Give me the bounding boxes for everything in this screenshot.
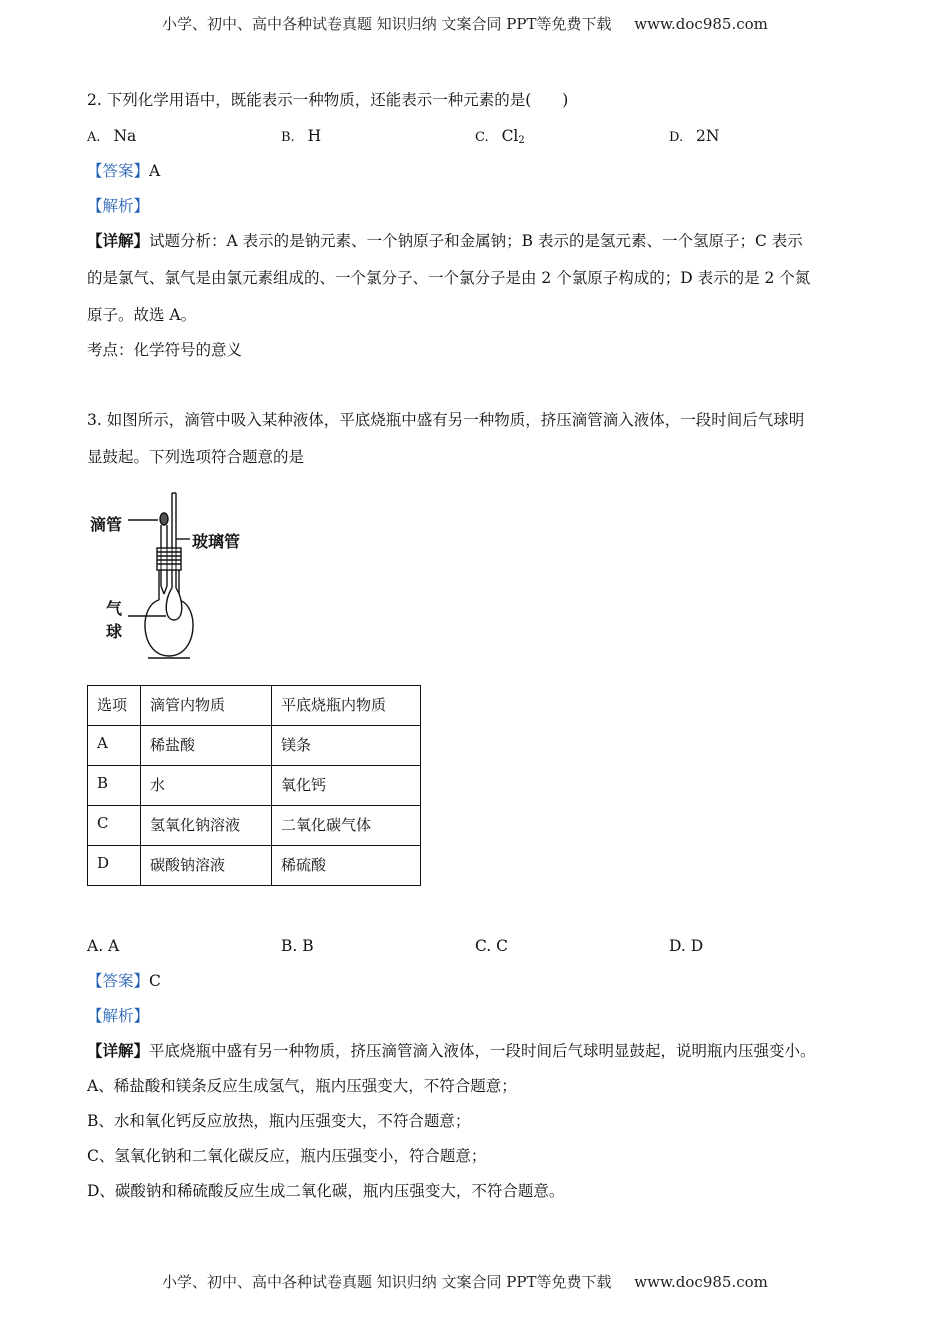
footer-url[interactable]: www.doc985.com — [634, 1273, 768, 1291]
q3-detail-line-1: A、稀盐酸和镁条反应生成氢气，瓶内压强变大，不符合题意； — [87, 1077, 517, 1095]
balloon-label-1: 气 — [106, 599, 123, 618]
table-header-cell: 平底烧瓶内物质 — [272, 686, 421, 726]
table-cell: C — [88, 806, 141, 846]
dropper-label: 滴管 — [90, 515, 123, 534]
q3-answer: 【答案】C — [87, 972, 161, 990]
table-header-cell: 滴管内物质 — [141, 686, 272, 726]
q2-option-b: B. H — [281, 127, 322, 145]
page-footer — [162, 1271, 768, 1292]
header-url[interactable]: www.doc985.com — [634, 15, 768, 33]
q3-option-b: B. B — [281, 937, 314, 955]
table-row — [88, 766, 421, 806]
q2-point: 考点：化学符号的意义 — [87, 341, 243, 359]
table-cell: A — [88, 726, 141, 766]
table-row — [88, 846, 421, 886]
header-text: 小学、初中、高中各种试卷真题 知识归纳 文案合同 PPT等免费下载 — [162, 15, 612, 33]
q3-option-a: A. A — [87, 937, 120, 955]
q2-option-c: C. $Cl_2$ — [475, 127, 525, 146]
q3-analysis-label: 【解析】 — [87, 1007, 150, 1025]
q3-detail-line-2: B、水和氧化钙反应放热，瓶内压强变大，不符合题意； — [87, 1112, 471, 1130]
table-cell: 二氧化碳气体 — [272, 806, 421, 846]
table-cell: 水 — [141, 766, 272, 806]
q2-detail-line-2: 的是氯气、氯气是由氯元素组成的、一个氯分子、一个氯分子是由 2 个氯原子构成的；D 表示的是 2 个氮 — [87, 269, 811, 287]
q2-analysis-label: 【解析】 — [87, 197, 150, 215]
footer-text: 小学、初中、高中各种试卷真题 知识归纳 文案合同 PPT等免费下载 — [162, 1273, 612, 1291]
q2-option-d: D. 2N — [669, 127, 720, 145]
table-cell: D — [88, 846, 141, 886]
glass-tube-label: 玻璃管 — [192, 532, 241, 551]
q3-option-d: D. D — [669, 937, 704, 955]
q3-option-c: C. C — [475, 937, 509, 955]
q2-option-a: A. Na — [87, 127, 137, 145]
q2-detail-line-1: 【详解】试题分析：A 表示的是钠元素、一个钠原子和金属钠；B 表示的是氢元素、一个氢原子；C 表示 — [87, 231, 803, 250]
q2-detail-line-3: 原子。故选 A。 — [87, 306, 197, 324]
table-row — [88, 726, 421, 766]
q3-stem-line-2: 显鼓起。下列选项符合题意的是 — [87, 448, 305, 466]
options-table — [87, 685, 421, 886]
q2-answer: 【答案】A — [87, 162, 161, 180]
apparatus-figure — [88, 488, 268, 668]
balloon-label-2: 球 — [106, 622, 123, 641]
q3-stem-line-1: 3. 如图所示，滴管中吸入某种液体，平底烧瓶中盛有另一种物质，挤压滴管滴入液体，一段时间后气球明 — [87, 411, 805, 429]
table-cell: 氧化钙 — [272, 766, 421, 806]
table-header-cell: 选项 — [88, 686, 141, 726]
table-cell: 镁条 — [272, 726, 421, 766]
table-cell: 碳酸钠溶液 — [141, 846, 272, 886]
table-header-row — [88, 686, 421, 726]
q3-detail-line-4: D、碳酸钠和稀硫酸反应生成二氧化碳，瓶内压强变大，不符合题意。 — [87, 1182, 565, 1200]
q3-detail-line-3: C、氢氧化钠和二氧化碳反应，瓶内压强变小，符合题意； — [87, 1147, 487, 1165]
table-row — [88, 806, 421, 846]
q3-detail-line-0: 【详解】平底烧瓶中盛有另一种物质，挤压滴管滴入液体，一段时间后气球明显鼓起，说明瓶内压强变小。 — [87, 1041, 816, 1060]
table-cell: 稀硫酸 — [272, 846, 421, 886]
table-cell: 稀盐酸 — [141, 726, 272, 766]
q2-stem: 2. 下列化学用语中，既能表示一种物质，还能表示一种元素的是( ) — [87, 91, 569, 109]
page-header — [162, 13, 768, 34]
table-cell: 氢氧化钠溶液 — [141, 806, 272, 846]
table-cell: B — [88, 766, 141, 806]
